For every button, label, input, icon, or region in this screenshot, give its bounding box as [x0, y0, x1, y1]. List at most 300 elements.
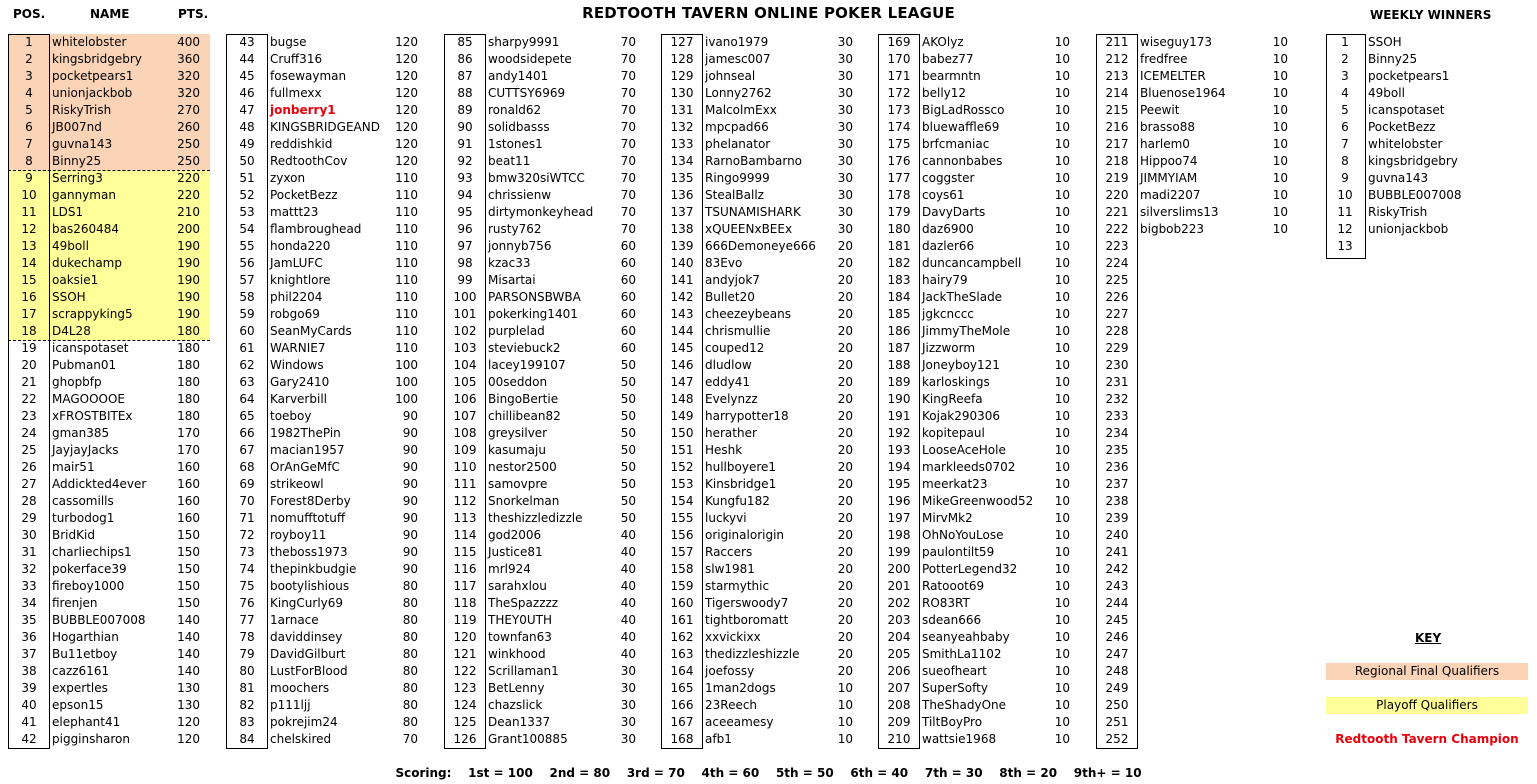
- league-row: [226, 731, 436, 748]
- player-name: JayjayJacks: [52, 443, 119, 457]
- player-points: 10: [1272, 52, 1288, 66]
- position-number: 152: [670, 460, 694, 474]
- player-points: 40: [620, 528, 636, 542]
- player-points: 70: [620, 171, 636, 185]
- player-name: sarahxlou: [488, 579, 547, 593]
- player-points: 10: [1054, 35, 1070, 49]
- league-row: [226, 187, 436, 204]
- player-name: Binny25: [52, 154, 102, 168]
- league-row: [8, 612, 218, 629]
- player-name: p111ljj: [270, 698, 311, 712]
- league-row: [444, 697, 654, 714]
- player-name: macian1957: [270, 443, 345, 457]
- player-points: 120: [177, 732, 200, 746]
- league-row: [878, 221, 1088, 238]
- player-points: 10: [837, 698, 853, 712]
- league-row: [226, 544, 436, 561]
- player-points: 320: [177, 86, 200, 100]
- player-name: andy1401: [488, 69, 549, 83]
- player-name: icanspotaset: [52, 341, 129, 355]
- position-number: 30: [21, 528, 37, 542]
- player-name: D4L28: [52, 324, 91, 338]
- player-name: daz6900: [922, 222, 974, 236]
- player-name: guvna143: [52, 137, 113, 151]
- league-row: [878, 544, 1088, 561]
- position-number: 230: [1105, 358, 1129, 372]
- player-name: royboy11: [270, 528, 327, 542]
- player-points: 10: [1054, 460, 1070, 474]
- league-row: [226, 493, 436, 510]
- player-name: pokrejim24: [270, 715, 338, 729]
- position-number: 243: [1105, 579, 1129, 593]
- player-name: aceeamesy: [705, 715, 774, 729]
- position-number: 14: [21, 256, 37, 270]
- player-name: cazz6161: [52, 664, 110, 678]
- player-name: Kojak290306: [922, 409, 1001, 423]
- position-number: 79: [239, 647, 255, 661]
- league-row: [661, 255, 871, 272]
- league-row: [878, 425, 1088, 442]
- player-points: 120: [395, 103, 418, 117]
- league-row: [444, 459, 654, 476]
- player-points: 10: [1054, 562, 1070, 576]
- position-number: 31: [21, 545, 37, 559]
- player-name: scrappyking5: [52, 307, 133, 321]
- league-row: [226, 238, 436, 255]
- position-number: 200: [887, 562, 911, 576]
- player-name: greysilver: [488, 426, 548, 440]
- position-number: 72: [239, 528, 255, 542]
- player-points: 270: [177, 103, 200, 117]
- position-number: 63: [239, 375, 255, 389]
- position-number: 76: [239, 596, 255, 610]
- player-name: afb1: [705, 732, 732, 746]
- league-row: [661, 119, 871, 136]
- player-points: 70: [620, 120, 636, 134]
- player-name: daviddinsey: [270, 630, 343, 644]
- player-name: phelanator: [705, 137, 771, 151]
- position-number: 127: [670, 35, 694, 49]
- position-number: 64: [239, 392, 255, 406]
- position-number: 98: [457, 256, 473, 270]
- league-row: [1096, 85, 1306, 102]
- player-name: AKOlyz: [922, 35, 964, 49]
- player-points: 30: [620, 698, 636, 712]
- player-points: 80: [402, 579, 418, 593]
- league-row: [8, 255, 218, 272]
- league-row: [1096, 578, 1306, 595]
- player-points: 70: [620, 35, 636, 49]
- league-row: [8, 68, 218, 85]
- position-number: 239: [1105, 511, 1129, 525]
- weekly-winner-row: [1326, 102, 1506, 119]
- player-points: 30: [620, 732, 636, 746]
- league-row: [661, 136, 871, 153]
- position-number: 217: [1105, 137, 1129, 151]
- position-number: 62: [239, 358, 255, 372]
- player-name: Karverbill: [270, 392, 327, 406]
- player-points: 70: [620, 103, 636, 117]
- player-points: 90: [402, 443, 418, 457]
- league-row: [8, 476, 218, 493]
- league-row: [444, 255, 654, 272]
- player-name: PARSONSBWBA: [488, 290, 581, 304]
- player-name: ivano1979: [705, 35, 769, 49]
- position-number: 191: [887, 409, 911, 423]
- player-name: pocketpears1: [52, 69, 134, 83]
- position-number: 247: [1105, 647, 1129, 661]
- position-number: 154: [670, 494, 694, 508]
- position-number: 206: [887, 664, 911, 678]
- player-name: fullmexx: [270, 86, 322, 100]
- player-name: thepinkbudgie: [270, 562, 357, 576]
- player-name: mattt23: [270, 205, 319, 219]
- position-number: 172: [887, 86, 911, 100]
- position-number: 240: [1105, 528, 1129, 542]
- league-row: [444, 204, 654, 221]
- position-number: 94: [457, 188, 473, 202]
- league-row: [226, 255, 436, 272]
- league-row: [8, 391, 218, 408]
- position-number: 215: [1105, 103, 1129, 117]
- player-points: 10: [1054, 579, 1070, 593]
- player-name: zyxon: [270, 171, 306, 185]
- player-points: 10: [1054, 290, 1070, 304]
- position-number: 13: [21, 239, 37, 253]
- league-row: [661, 323, 871, 340]
- position-number: 21: [21, 375, 37, 389]
- player-points: 10: [1054, 307, 1070, 321]
- player-points: 190: [177, 307, 200, 321]
- player-name: Ratooot69: [922, 579, 985, 593]
- league-row: [1096, 731, 1306, 748]
- position-number: 222: [1105, 222, 1129, 236]
- position-number: 188: [887, 358, 911, 372]
- player-name: Cruff316: [270, 52, 323, 66]
- position-number: 184: [887, 290, 911, 304]
- league-row: [8, 629, 218, 646]
- player-points: 20: [837, 324, 853, 338]
- league-row: [878, 714, 1088, 731]
- player-points: 10: [1054, 103, 1070, 117]
- player-name: markleeds0702: [922, 460, 1016, 474]
- player-name: TiltBoyPro: [922, 715, 983, 729]
- player-points: 120: [395, 86, 418, 100]
- player-name: TSUNAMISHARK: [705, 205, 801, 219]
- position-number: 178: [887, 188, 911, 202]
- position-number: 139: [670, 239, 694, 253]
- position-number: 212: [1105, 52, 1129, 66]
- position-number: 238: [1105, 494, 1129, 508]
- league-row: [878, 255, 1088, 272]
- player-name: xxvickixx: [705, 630, 761, 644]
- scoring-line: Scoring: 1st = 100 2nd = 80 3rd = 70 4th = 60 5th = 50 6th = 40 7th = 30 8th = 20 9th+ = 10: [395, 766, 1142, 780]
- position-number: 84: [239, 732, 255, 746]
- league-row: [1096, 374, 1306, 391]
- player-points: 100: [395, 392, 418, 406]
- position-number: 5: [25, 103, 33, 117]
- position-number: 2: [25, 52, 33, 66]
- position-number: 146: [670, 358, 694, 372]
- player-name: kingsbridgebry: [52, 52, 142, 66]
- league-row: [661, 442, 871, 459]
- player-points: 150: [177, 562, 200, 576]
- league-row: [8, 493, 218, 510]
- player-points: 90: [402, 409, 418, 423]
- league-row: [8, 34, 218, 51]
- position-number: 102: [453, 324, 477, 338]
- league-row: [1096, 714, 1306, 731]
- player-points: 140: [177, 630, 200, 644]
- position-number: 135: [670, 171, 694, 185]
- player-name: SmithLa1102: [922, 647, 1002, 661]
- player-name: samovpre: [488, 477, 548, 491]
- player-points: 10: [1054, 545, 1070, 559]
- league-row: [878, 527, 1088, 544]
- player-name: Kungfu182: [705, 494, 770, 508]
- player-name: bmw320siWTCC: [488, 171, 585, 185]
- player-points: 30: [837, 154, 853, 168]
- position-number: 33: [21, 579, 37, 593]
- league-row: [878, 153, 1088, 170]
- position-number: 249: [1105, 681, 1129, 695]
- league-row: [878, 374, 1088, 391]
- key-playoff-qualifiers: Playoff Qualifiers: [1326, 697, 1528, 714]
- position-number: 218: [1105, 154, 1129, 168]
- player-points: 180: [177, 324, 200, 338]
- player-name: starmythic: [705, 579, 770, 593]
- league-row: [8, 119, 218, 136]
- player-name: silverslims13: [1140, 205, 1219, 219]
- player-name: wiseguy173: [1140, 35, 1213, 49]
- position-number: 252: [1105, 732, 1129, 746]
- league-row: [661, 238, 871, 255]
- player-name: THEY0UTH: [488, 613, 553, 627]
- position-number: 61: [239, 341, 255, 355]
- league-row: [661, 646, 871, 663]
- player-points: 190: [177, 239, 200, 253]
- player-points: 30: [837, 86, 853, 100]
- position-number: 20: [21, 358, 37, 372]
- player-points: 10: [1054, 528, 1070, 542]
- player-name: hairy79: [922, 273, 968, 287]
- player-name: chazslick: [488, 698, 543, 712]
- league-row: [661, 204, 871, 221]
- weekly-winner-name: SSOH: [1368, 35, 1402, 49]
- weekly-winner-row: [1326, 221, 1506, 238]
- league-row: [8, 272, 218, 289]
- position-number: 32: [21, 562, 37, 576]
- league-row: [226, 68, 436, 85]
- league-row: [1096, 612, 1306, 629]
- player-points: 30: [620, 715, 636, 729]
- player-points: 50: [620, 392, 636, 406]
- position-number: 203: [887, 613, 911, 627]
- position-number: 58: [239, 290, 255, 304]
- league-row: [226, 697, 436, 714]
- player-name: thedizzleshizzle: [705, 647, 800, 661]
- player-points: 130: [177, 681, 200, 695]
- position-number: 165: [670, 681, 694, 695]
- player-points: 160: [177, 460, 200, 474]
- player-points: 70: [620, 188, 636, 202]
- weekly-position: 4: [1341, 86, 1349, 100]
- weekly-winner-row: [1326, 187, 1506, 204]
- league-row: [226, 85, 436, 102]
- position-number: 163: [670, 647, 694, 661]
- player-points: 90: [402, 426, 418, 440]
- position-number: 83: [239, 715, 255, 729]
- league-row: [1096, 357, 1306, 374]
- player-name: LooseAceHole: [922, 443, 1006, 457]
- league-row: [878, 272, 1088, 289]
- league-row: [1096, 493, 1306, 510]
- player-points: 50: [620, 443, 636, 457]
- player-points: 90: [402, 545, 418, 559]
- player-points: 150: [177, 596, 200, 610]
- league-row: [661, 612, 871, 629]
- league-row: [1096, 34, 1306, 51]
- player-name: DavyDarts: [922, 205, 986, 219]
- position-number: 189: [887, 375, 911, 389]
- player-points: 20: [837, 443, 853, 457]
- player-points: 20: [837, 562, 853, 576]
- player-name: 49boll: [52, 239, 89, 253]
- player-points: 320: [177, 69, 200, 83]
- player-points: 40: [620, 579, 636, 593]
- position-number: 192: [887, 426, 911, 440]
- league-row: [226, 561, 436, 578]
- league-row: [1096, 425, 1306, 442]
- player-points: 80: [402, 681, 418, 695]
- position-number: 42: [21, 732, 37, 746]
- player-name: 00seddon: [488, 375, 548, 389]
- player-name: 1982ThePin: [270, 426, 341, 440]
- position-number: 37: [21, 647, 37, 661]
- position-number: 142: [670, 290, 694, 304]
- player-points: 20: [837, 409, 853, 423]
- position-number: 73: [239, 545, 255, 559]
- player-name: Heshk: [705, 443, 743, 457]
- position-number: 7: [25, 137, 33, 151]
- league-row: [8, 238, 218, 255]
- weekly-position: 1: [1341, 35, 1349, 49]
- league-row: [1096, 459, 1306, 476]
- position-number: 124: [453, 698, 477, 712]
- player-name: steviebuck2: [488, 341, 561, 355]
- league-row: [661, 578, 871, 595]
- player-points: 170: [177, 426, 200, 440]
- league-row: [878, 731, 1088, 748]
- league-row: [226, 578, 436, 595]
- player-points: 20: [837, 341, 853, 355]
- league-row: [8, 442, 218, 459]
- league-row: [661, 357, 871, 374]
- position-number: 8: [25, 154, 33, 168]
- league-row: [1096, 408, 1306, 425]
- league-row: [226, 306, 436, 323]
- position-number: 92: [457, 154, 473, 168]
- position-number: 38: [21, 664, 37, 678]
- player-name: Lonny2762: [705, 86, 772, 100]
- league-row: [444, 238, 654, 255]
- player-points: 10: [1054, 392, 1070, 406]
- position-number: 130: [670, 86, 694, 100]
- player-points: 40: [620, 596, 636, 610]
- position-number: 180: [887, 222, 911, 236]
- weekly-position: 5: [1341, 103, 1349, 117]
- player-points: 10: [1054, 239, 1070, 253]
- player-points: 110: [395, 307, 418, 321]
- position-number: 108: [453, 426, 477, 440]
- player-name: Peewit: [1140, 103, 1180, 117]
- weekly-winner-name: unionjackbob: [1368, 222, 1449, 236]
- player-name: PotterLegend32: [922, 562, 1018, 576]
- league-row: [878, 442, 1088, 459]
- league-row: [661, 629, 871, 646]
- player-points: 50: [620, 358, 636, 372]
- league-row: [8, 306, 218, 323]
- player-name: StealBallz: [705, 188, 764, 202]
- position-number: 251: [1105, 715, 1129, 729]
- player-name: 1stones1: [488, 137, 543, 151]
- player-name: tightboromatt: [705, 613, 789, 627]
- player-name: Bluenose1964: [1140, 86, 1226, 100]
- player-points: 40: [620, 630, 636, 644]
- weekly-winner-name: 49boll: [1368, 86, 1405, 100]
- position-number: 214: [1105, 86, 1129, 100]
- league-row: [8, 153, 218, 170]
- player-name: originalorigin: [705, 528, 785, 542]
- position-number: 128: [670, 52, 694, 66]
- player-name: fireboy1000: [52, 579, 125, 593]
- player-points: 10: [1054, 256, 1070, 270]
- weekly-winner-row: [1326, 153, 1506, 170]
- league-row: [8, 578, 218, 595]
- league-row: [8, 323, 218, 340]
- player-points: 50: [620, 511, 636, 525]
- league-row: [8, 187, 218, 204]
- player-name: Misartai: [488, 273, 536, 287]
- weekly-winner-name: RiskyTrish: [1368, 205, 1428, 219]
- player-points: 260: [177, 120, 200, 134]
- position-number: 134: [670, 154, 694, 168]
- player-name: charliechips1: [52, 545, 132, 559]
- player-name: 666Demoneye666: [705, 239, 816, 253]
- weekly-position: 11: [1337, 205, 1353, 219]
- position-number: 93: [457, 171, 473, 185]
- league-row: [878, 136, 1088, 153]
- player-points: 60: [620, 324, 636, 338]
- player-name: herather: [705, 426, 757, 440]
- league-row: [444, 374, 654, 391]
- position-number: 185: [887, 307, 911, 321]
- player-points: 20: [837, 307, 853, 321]
- player-name: MAGOOOOE: [52, 392, 126, 406]
- position-number: 248: [1105, 664, 1129, 678]
- player-name: Hogarthian: [52, 630, 119, 644]
- player-points: 150: [177, 528, 200, 542]
- position-number: 194: [887, 460, 911, 474]
- player-points: 90: [402, 460, 418, 474]
- player-name: JamLUFC: [270, 256, 323, 270]
- position-number: 90: [457, 120, 473, 134]
- player-points: 20: [837, 596, 853, 610]
- page-title: REDTOOTH TAVERN ONLINE POKER LEAGUE: [582, 4, 955, 22]
- player-name: harlem0: [1140, 137, 1190, 151]
- position-number: 237: [1105, 477, 1129, 491]
- player-name: SSOH: [52, 290, 86, 304]
